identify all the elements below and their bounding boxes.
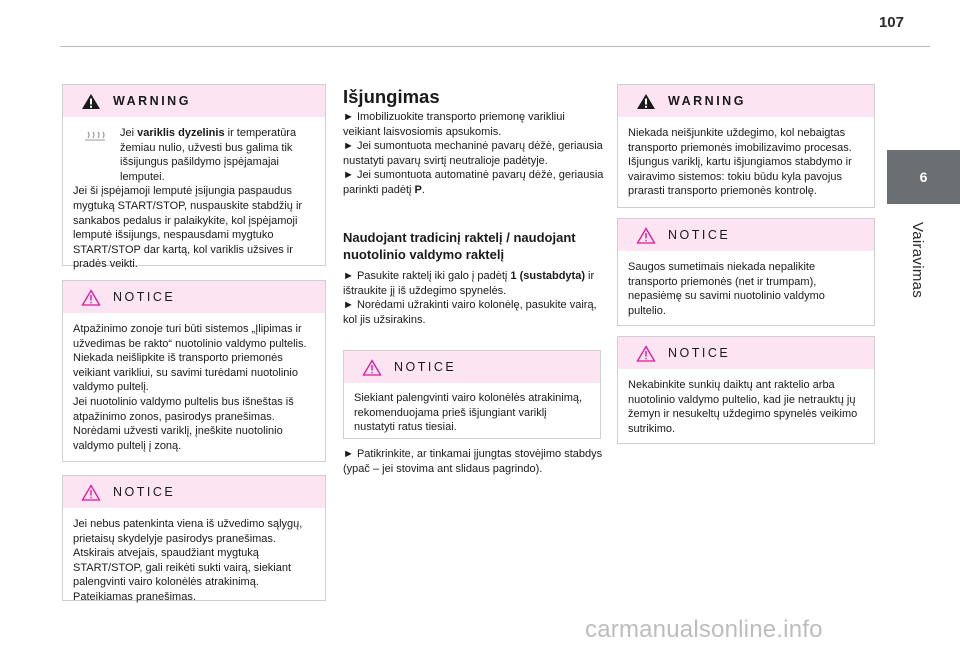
key-step-1 [343,269,605,298]
key-step-1-pre: ► Pasukite raktelį iki galo į padėtį [343,270,511,282]
notice-title: NOTICE [113,290,176,304]
notice-body: Saugos sumetimais niekada nepalikite transporto priemonės (net ir trumpam), nepasiėmę su savimi nuotolinio valdymo pultelio. [628,261,825,317]
chapter-tab-number: 6 [919,169,928,185]
subsection-title: Naudojant tradicinį raktelį / naudojant nuotolinio valdymo raktelį [343,230,576,262]
notice-header [63,476,325,508]
top-divider [60,46,930,47]
notice-icon [636,345,656,362]
warning-text-rest: ir temperatūra žemiau nulio, užvesti bus galima tik išsijungus pašildymo įspėjamajai lemputei. [120,127,297,183]
notice-body: Siekiant palengvinti vairo kolonėlės atrakinimą, rekomenduojama prieš išjungiant variklį nustatyti ratus tiesiai. [354,392,583,434]
right-notice-box-2 [617,336,875,444]
section-title: Išjungimas [343,86,440,107]
parking-brake-step: ► Patikrinkite, ar tinkamai įjungtas stovėjimo stabdys (ypač – jei stovima ant slidaus pagrindo). [343,448,603,475]
notice-icon [81,289,101,306]
notice-icon [636,227,656,244]
warning-title: WARNING [113,94,191,108]
notice-title: NOTICE [668,228,731,242]
step-3 [343,168,605,197]
notice-title: NOTICE [394,360,457,374]
right-notice-box-1 [617,218,875,326]
key-step-1-rest: ir ištraukite jį iš uždegimo spynelės. [343,270,595,297]
notice-header [63,281,325,313]
key-step-2: ► Norėdami užrakinti vairo kolonėlę, pasukite vairą, kol jis užsirakins. [343,299,597,326]
warning-icon [81,93,101,110]
warning-text-bold: variklis dyzelinis [137,127,225,139]
warning-header [618,85,874,117]
warning-text-more: Jei ši įspėjamoji lemputė įsijungia paspaudus mygtuką START/STOP, nuspauskite stabdžių ir sankabos pedalus ir palaikykite, kol įspėjamoji lemputė išsijungs, nespausdami mygtuko START/STOP dar kartą, kol variklis užsives ir pradės veikti. [73,185,303,271]
notice-body: Atpažinimo zonoje turi būti sistemos „Įlipimas ir užvedimas be rakto“ nuotolinio valdymo pultelis. Niekada neišlipkite iš transporto priemonės veikiant varikliui, su savimi turėdami nuotolinio valdymo pultelį. Jei nuotolinio valdymo pultelis bus išneštas iš atpažinimo zonos, pasirodys pranešimas. Norėdami užvesti variklį, įneškite nuotolinio valdymo pultelį į zoną. [73,323,307,452]
notice-header [344,351,600,383]
chapter-tab-label: Vairavimas [909,222,926,299]
notice-header [618,219,874,251]
left-notice-box-1 [62,280,326,462]
warning-header [63,85,325,117]
right-warning-box [617,84,875,208]
warning-title: WARNING [668,94,746,108]
warning-body [63,117,325,280]
key-steps [343,269,605,327]
step-2: ► Jei sumontuota mechaninė pavarų dėžė, geriausia nustatyti pavarų svirtį neutralioje padėtyje. [343,140,603,167]
notice-icon [362,359,382,376]
middle-notice-box [343,350,601,439]
step-3-text: ► Jei sumontuota automatinė pavarų dėžė, geriausia parinkti padėtį [343,169,604,196]
page-number: 107 [878,14,904,31]
key-step-1-bold: 1 (sustabdyta) [510,270,585,282]
watermark: carmanualsonline.info [585,616,823,643]
warning-icon [636,93,656,110]
step-1: ► Imobilizuokite transporto priemonę varikliui veikiant laisvosiomis apsukomis. [343,111,565,138]
warning-body: Niekada neišjunkite uždegimo, kol nebaigtas transporto priemonės imobilizavimo procesas. Išjungus variklį, kartu išjungiamos stabdymo ir vairavimo sistemos: tokiu būdu kyla pavojus prarasti transporto priemonės kontrolę. [628,127,852,198]
notice-header [618,337,874,369]
diesel-preheat-icon [85,130,105,142]
left-notice-box-2 [62,475,326,601]
notice-body: Nekabinkite sunkių daiktų ant raktelio arba nuotolinio valdymo pultelio, kad jie netrauktų jų žemyn ir nesukeltų uždegimo spynelės veikimo sutrikimo. [628,379,858,435]
notice-title: NOTICE [113,485,176,499]
step-3-bold: P [414,183,422,196]
notice-title: NOTICE [668,346,731,360]
left-warning-box [62,84,326,271]
step-3-end: . [421,183,425,196]
notice-body: Jei nebus patenkinta viena iš užvedimo sąlygų, prietaisų skydelyje pasirodys pranešimas. Atskirais atvejais, spaudžiant mygtuką START/STOP, gali reikėti sukti vairą, siekiant palengvinti vairo kolonėlės atrakinimą. Pateikiamas pranešimas. [73,518,303,603]
notice-icon [81,484,101,501]
shutdown-steps [343,110,605,198]
warning-text-pre: Jei [120,127,138,139]
